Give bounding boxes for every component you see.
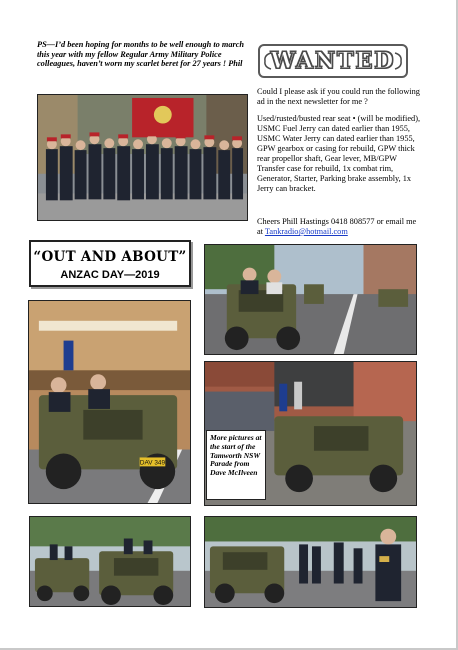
photo-jeep-veterans	[28, 300, 191, 504]
jeep-veterans-image	[29, 301, 190, 503]
wanted-banner	[258, 44, 408, 78]
veteran-marching-image	[205, 517, 416, 607]
section-title: “OUT AND ABOUT”	[33, 249, 187, 265]
jeeps-convoy-image	[30, 517, 190, 606]
contact-text: Cheers Phill Hastings 0418 808577 or email me at	[257, 217, 417, 236]
section-subtitle: ANZAC DAY—2019	[60, 269, 160, 281]
photo-jeeps-convoy	[29, 516, 191, 607]
jeep-street-image	[205, 245, 416, 354]
wanted-request: Could I please ask if you could run the following ad in the next newsletter for me ?	[257, 87, 420, 106]
photo-jeep-parade-street	[204, 244, 417, 355]
jeep-plate-text: DAV 349	[139, 459, 166, 467]
wanted-ad-text: Used/rusted/busted rear seat • (will be modified), USMC Fuel Jerry can dated earlier than 1955, USMC Water Jerry can dated earlier than 1955, GPW gearbox or casing for rebuild, GPW thick rear propellor shaft, Gear lever, MB/GPW Transfer case for rebuild, 1x combat rim, Generator, Starter, Parking brake assembly, 1x Jerry can bracket.	[257, 114, 421, 193]
ps-note: PS—I’d been hoping for months to be well enough to march this year with my fellow Regular Army Military Police colleagues, haven’t worn my scarlet beret for 27 years ! Phil	[37, 40, 244, 69]
photo-group-military-police	[37, 94, 248, 221]
wanted-title: WANTED	[270, 48, 396, 74]
section-title-box	[29, 240, 191, 287]
scroll-ornament-left-icon	[263, 52, 273, 70]
photo-veteran-marching	[204, 516, 417, 608]
group-photo-image	[38, 95, 247, 220]
photo-caption: More pictures at the start of the Tamworth NSW Parade from Dave McIlveen	[206, 430, 266, 500]
wanted-contact	[257, 217, 422, 237]
scroll-ornament-right-icon	[393, 52, 403, 70]
email-link[interactable]: Tankradio@hotmail.com	[264, 227, 348, 236]
